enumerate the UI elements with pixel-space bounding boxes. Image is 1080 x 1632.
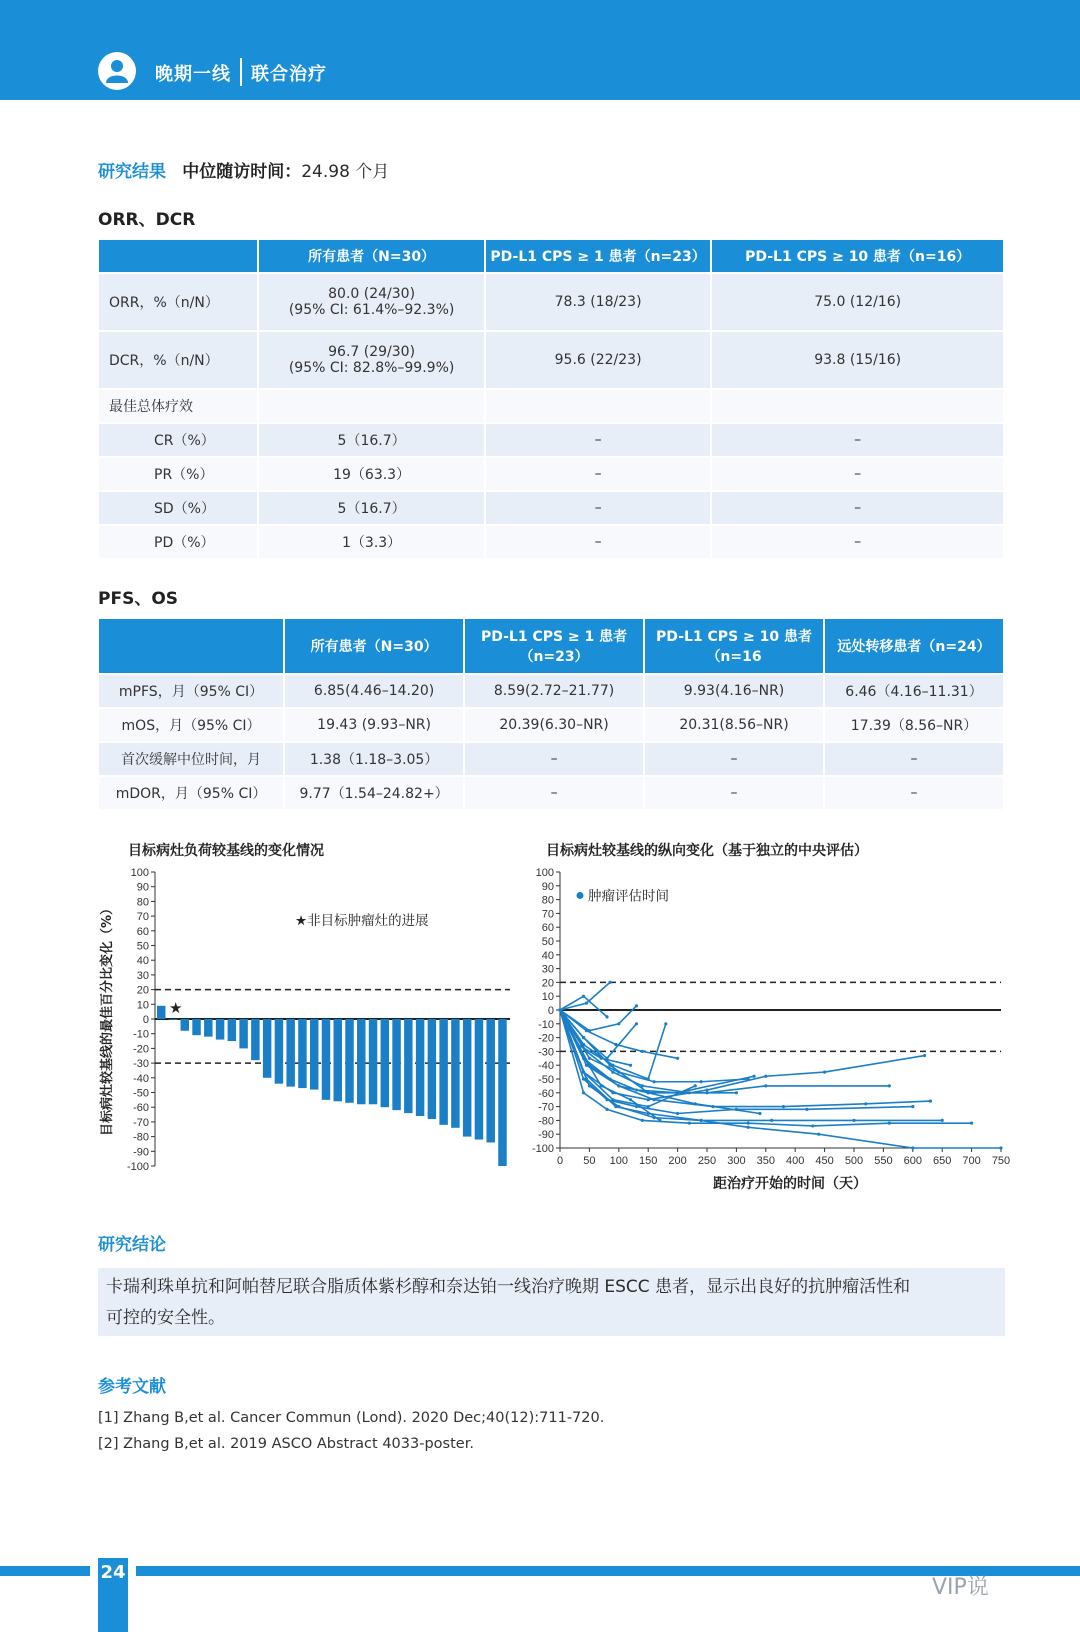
table2-header — [99, 619, 283, 673]
page-number: 24 — [98, 1558, 128, 1632]
x-tick-label: 150 — [639, 1155, 658, 1167]
data-point — [652, 1080, 655, 1083]
data-point — [758, 1112, 761, 1115]
data-point — [617, 1084, 620, 1087]
table-row: PR（%） 19（63.3） – – — [99, 458, 1003, 490]
y-tick-label: -100 — [531, 1143, 554, 1155]
bar — [334, 1019, 342, 1101]
table2-header: 远处转移患者（n=24） — [825, 619, 1003, 673]
data-point — [579, 1050, 582, 1053]
bar — [428, 1019, 436, 1119]
table2-header: 所有患者（N=30） — [285, 619, 463, 673]
y-axis-label: 目标病灶较基线的最佳百分比变化（%） — [100, 901, 115, 1137]
bar — [463, 1019, 471, 1137]
data-point — [635, 1022, 638, 1025]
bar — [345, 1019, 353, 1103]
y-tick-label: -80 — [538, 1115, 554, 1128]
data-point — [614, 1105, 617, 1108]
table-row: mDOR，月（95% CI） 9.77（1.54–24.82+） – – – — [99, 777, 1003, 809]
bar — [381, 1019, 389, 1107]
data-point — [605, 1108, 608, 1111]
data-point — [641, 1119, 644, 1122]
data-point — [864, 1102, 867, 1105]
data-point — [585, 1077, 588, 1080]
data-point — [588, 1084, 591, 1087]
table2-title: PFS、OS — [98, 589, 179, 609]
data-point — [688, 1122, 691, 1125]
data-point — [811, 1124, 814, 1127]
user-icon — [98, 52, 136, 90]
reference-item: [1] Zhang B,et al. Cancer Commun (Lond). 2020 Dec;40(12):711-720. — [98, 1410, 605, 1426]
conclusion-line: 卡瑞利珠单抗和阿帕替尼联合脂质体紫杉醇和奈达铂一线治疗晚期 ESCC 患者，显示出良好的抗肿瘤活性和 — [106, 1277, 911, 1297]
data-point — [676, 1057, 679, 1060]
data-point — [735, 1091, 738, 1094]
x-tick-label: 650 — [933, 1155, 952, 1167]
bar — [251, 1019, 259, 1060]
data-point — [585, 1029, 588, 1032]
y-tick-label: 70 — [541, 908, 554, 921]
bar — [451, 1019, 459, 1128]
x-tick-label: 550 — [874, 1155, 893, 1167]
legend-marker — [577, 892, 584, 899]
y-tick-label: 10 — [541, 991, 554, 1004]
data-point — [782, 1105, 785, 1108]
x-tick-label: 750 — [991, 1155, 1011, 1167]
data-point — [700, 1119, 703, 1122]
data-point — [652, 1098, 655, 1101]
y-tick-label: -20 — [133, 1043, 149, 1056]
x-tick-label: 450 — [815, 1155, 834, 1167]
table1-header — [99, 240, 257, 272]
table-row — [99, 390, 1003, 422]
y-tick-label: -100 — [126, 1161, 149, 1173]
table-cell: 80.0 (24/30) (95% CI: 61.4%–92.3%) — [259, 274, 484, 330]
topic-label: 联合治疗 — [251, 64, 327, 85]
row-label: 最佳总体疗效 — [99, 390, 257, 422]
data-point — [647, 1091, 650, 1094]
data-point — [611, 1098, 614, 1101]
followup-label: 中位随访时间： — [182, 162, 302, 182]
star-marker: ★ — [169, 999, 183, 1018]
bar — [157, 1006, 165, 1019]
bar — [416, 1019, 424, 1116]
y-tick-label: 20 — [136, 984, 149, 997]
x-tick-label: 50 — [583, 1155, 596, 1167]
data-point — [705, 1088, 708, 1091]
y-tick-label: 100 — [130, 867, 149, 879]
data-point — [911, 1105, 914, 1108]
data-point — [576, 1043, 579, 1046]
section-label: 晚期一线 — [155, 64, 231, 85]
data-point — [617, 1022, 620, 1025]
data-point — [888, 1084, 891, 1087]
table-cell: 95.6 (22/23) — [486, 332, 711, 388]
footer-bar — [0, 1566, 90, 1576]
bar — [475, 1019, 483, 1140]
data-point — [805, 1108, 808, 1111]
y-tick-label: 20 — [541, 977, 554, 990]
x-tick-label: 700 — [962, 1155, 981, 1167]
bar — [369, 1019, 377, 1104]
table-row — [99, 332, 1003, 388]
table2-header: PD-L1 CPS ≥ 1 患者（n=23） — [465, 619, 643, 673]
results-line — [98, 157, 389, 182]
data-point — [664, 1022, 667, 1025]
data-point — [629, 1098, 632, 1101]
data-point — [588, 1057, 591, 1060]
bar — [298, 1019, 306, 1088]
data-point — [614, 1043, 617, 1046]
data-point — [582, 1077, 585, 1080]
y-tick-label: 90 — [136, 881, 149, 894]
table-row: 首次缓解中位时间，月 1.38（1.18–3.05） – – – — [99, 743, 1003, 775]
y-tick-label: -10 — [538, 1018, 554, 1031]
y-tick-label: -30 — [538, 1046, 554, 1059]
data-point — [676, 1112, 679, 1115]
data-point — [999, 1146, 1002, 1149]
conclusion-line: 可控的安全性。 — [106, 1308, 225, 1328]
bar — [181, 1019, 189, 1031]
y-tick-label: 50 — [136, 940, 149, 953]
y-tick-label: 70 — [136, 911, 149, 924]
y-tick-label: 80 — [541, 894, 554, 907]
table-row: SD（%） 5（16.7） – – — [99, 492, 1003, 524]
y-tick-label: 40 — [136, 955, 149, 968]
table2-header: PD-L1 CPS ≥ 10 患者（n=16 — [645, 619, 823, 673]
y-tick-label: -50 — [538, 1074, 554, 1086]
y-tick-label: -20 — [538, 1032, 554, 1045]
followup-value: 24.98 个月 — [301, 162, 390, 182]
y-tick-label: -60 — [538, 1087, 554, 1100]
y-tick-label: -70 — [538, 1101, 554, 1114]
data-point — [852, 1119, 855, 1122]
data-point — [694, 1102, 697, 1105]
bar — [192, 1019, 200, 1035]
conclusion-title: 研究结论 — [98, 1235, 166, 1255]
bar — [392, 1019, 400, 1110]
x-tick-label: 100 — [609, 1155, 628, 1167]
row-label: ORR，%（n/N） — [99, 274, 257, 330]
data-point — [600, 1084, 603, 1087]
watermark: VIP说 — [932, 1575, 989, 1600]
data-point — [911, 1146, 914, 1149]
y-tick-label: 90 — [541, 880, 554, 893]
series-line — [560, 996, 607, 1017]
bar — [322, 1019, 330, 1100]
y-tick-label: 50 — [541, 936, 554, 948]
y-tick-label: -40 — [133, 1072, 149, 1085]
y-tick-label: -90 — [133, 1146, 149, 1159]
spider-title: 目标病灶较基线的纵向变化（基于独立的中央评估） — [546, 843, 868, 859]
bar — [286, 1019, 294, 1087]
bar — [216, 1019, 224, 1040]
data-point — [605, 1015, 608, 1018]
x-tick-label: 200 — [668, 1155, 687, 1167]
bar — [263, 1019, 271, 1078]
y-tick-label: 80 — [136, 896, 149, 909]
table-row — [99, 274, 1003, 330]
table-cell: 93.8 (15/16) — [712, 332, 1003, 388]
y-tick-label: 60 — [541, 922, 554, 935]
data-point — [658, 1119, 661, 1122]
spider-chart — [525, 862, 1015, 1202]
y-tick-label: -80 — [133, 1131, 149, 1144]
data-point — [641, 1050, 644, 1053]
waterfall-title: 目标病灶负荷较基线的变化情况 — [128, 843, 324, 859]
bar — [228, 1019, 236, 1041]
data-point — [705, 1091, 708, 1094]
data-point — [647, 1105, 650, 1108]
data-point — [582, 1071, 585, 1074]
series-line — [560, 1010, 942, 1120]
data-point — [923, 1054, 926, 1057]
header-divider — [240, 58, 242, 86]
data-point — [635, 1004, 638, 1007]
bar — [169, 1019, 177, 1020]
table-cell: 96.7 (29/30) (95% CI: 82.8%–99.9%) — [259, 332, 484, 388]
table-cell: 78.3 (18/23) — [486, 274, 711, 330]
data-point — [582, 995, 585, 998]
data-point — [694, 1084, 697, 1087]
y-tick-label: -10 — [133, 1028, 149, 1041]
bar — [310, 1019, 318, 1090]
table1-header: 所有患者（N=30） — [259, 240, 484, 272]
page-header — [0, 0, 1080, 100]
chart-annotation: ★非目标肿瘤灶的进展 — [295, 912, 429, 929]
y-tick-label: -30 — [133, 1058, 149, 1071]
legend-label: 肿瘤评估时间 — [588, 888, 669, 905]
waterfall-chart — [95, 862, 525, 1180]
data-point — [608, 1064, 611, 1067]
series-line — [560, 1010, 678, 1058]
data-point — [747, 1122, 750, 1125]
data-point — [970, 1122, 973, 1125]
table-row: mPFS，月（95% CI） 6.85(4.46–14.20) 8.59(2.72–21.77) 9.93(4.16–NR) 6.46（4.16–11.31） — [99, 675, 1003, 707]
table1-header: PD-L1 CPS ≥ 1 患者（n=23） — [486, 240, 711, 272]
table-row: CR（%） 5（16.7） – – — [99, 424, 1003, 456]
bar — [486, 1019, 494, 1142]
bar — [275, 1019, 283, 1084]
data-point — [764, 1084, 767, 1087]
y-tick-label: -70 — [133, 1116, 149, 1129]
data-point — [817, 1133, 820, 1136]
x-tick-label: 600 — [903, 1155, 922, 1167]
data-point — [608, 981, 611, 984]
data-point — [747, 1126, 750, 1129]
data-point — [558, 1008, 561, 1011]
row-label: DCR，%（n/N） — [99, 332, 257, 388]
y-tick-label: -60 — [133, 1102, 149, 1115]
bar — [404, 1019, 412, 1113]
bar — [498, 1019, 506, 1166]
data-point — [770, 1119, 773, 1122]
conclusion-box — [98, 1268, 1005, 1336]
table1-header: PD-L1 CPS ≥ 10 患者（n=16） — [712, 240, 1003, 272]
table-cell: 75.0 (12/16) — [712, 274, 1003, 330]
data-point — [823, 1071, 826, 1074]
data-point — [611, 1071, 614, 1074]
table-row: mOS，月（95% CI） 19.43 (9.93–NR) 20.39(6.30–NR) 20.31(8.56–NR) 17.39（8.56–NR） — [99, 709, 1003, 741]
y-tick-label: -50 — [133, 1087, 149, 1100]
x-tick-label: 400 — [786, 1155, 805, 1167]
bar — [439, 1019, 447, 1125]
y-tick-label: 60 — [136, 925, 149, 938]
y-tick-label: 10 — [136, 999, 149, 1012]
y-tick-label: 0 — [547, 1005, 554, 1017]
x-tick-label: 350 — [756, 1155, 775, 1167]
data-point — [941, 1119, 944, 1122]
bar — [357, 1019, 365, 1104]
data-point — [600, 1057, 603, 1060]
data-point — [700, 1080, 703, 1083]
data-point — [585, 1002, 588, 1005]
table1-title: ORR、DCR — [98, 210, 196, 230]
y-tick-label: 0 — [142, 1014, 149, 1026]
data-point — [764, 1075, 767, 1078]
data-point — [582, 1091, 585, 1094]
data-point — [752, 1075, 755, 1078]
y-tick-label: -90 — [538, 1129, 554, 1142]
y-tick-label: -40 — [538, 1060, 554, 1073]
x-tick-label: 300 — [727, 1155, 746, 1167]
reference-item: [2] Zhang B,et al. 2019 ASCO Abstract 4033-poster. — [98, 1436, 474, 1452]
pfs-os-table — [97, 617, 1005, 811]
x-tick-label: 250 — [697, 1155, 717, 1167]
y-tick-label: 100 — [535, 867, 554, 879]
data-point — [747, 1077, 750, 1080]
data-point — [929, 1099, 932, 1102]
x-tick-label: 500 — [844, 1155, 864, 1167]
series-line — [560, 1010, 748, 1082]
x-tick-label: 0 — [556, 1155, 564, 1167]
data-point — [888, 1122, 891, 1125]
data-point — [629, 1064, 632, 1067]
table-row: PD（%） 1（3.3） – – — [99, 526, 1003, 558]
results-label: 研究结果 — [98, 162, 166, 182]
bar — [239, 1019, 247, 1048]
references-title: 参考文献 — [98, 1377, 166, 1397]
data-point — [582, 1036, 585, 1039]
orr-dcr-table — [97, 238, 1005, 560]
y-tick-label: 30 — [541, 963, 554, 976]
x-axis-label: 距治疗开始的时间（天） — [713, 1176, 867, 1192]
y-tick-label: 40 — [541, 949, 554, 962]
bar — [204, 1019, 212, 1037]
y-tick-label: 30 — [136, 969, 149, 982]
